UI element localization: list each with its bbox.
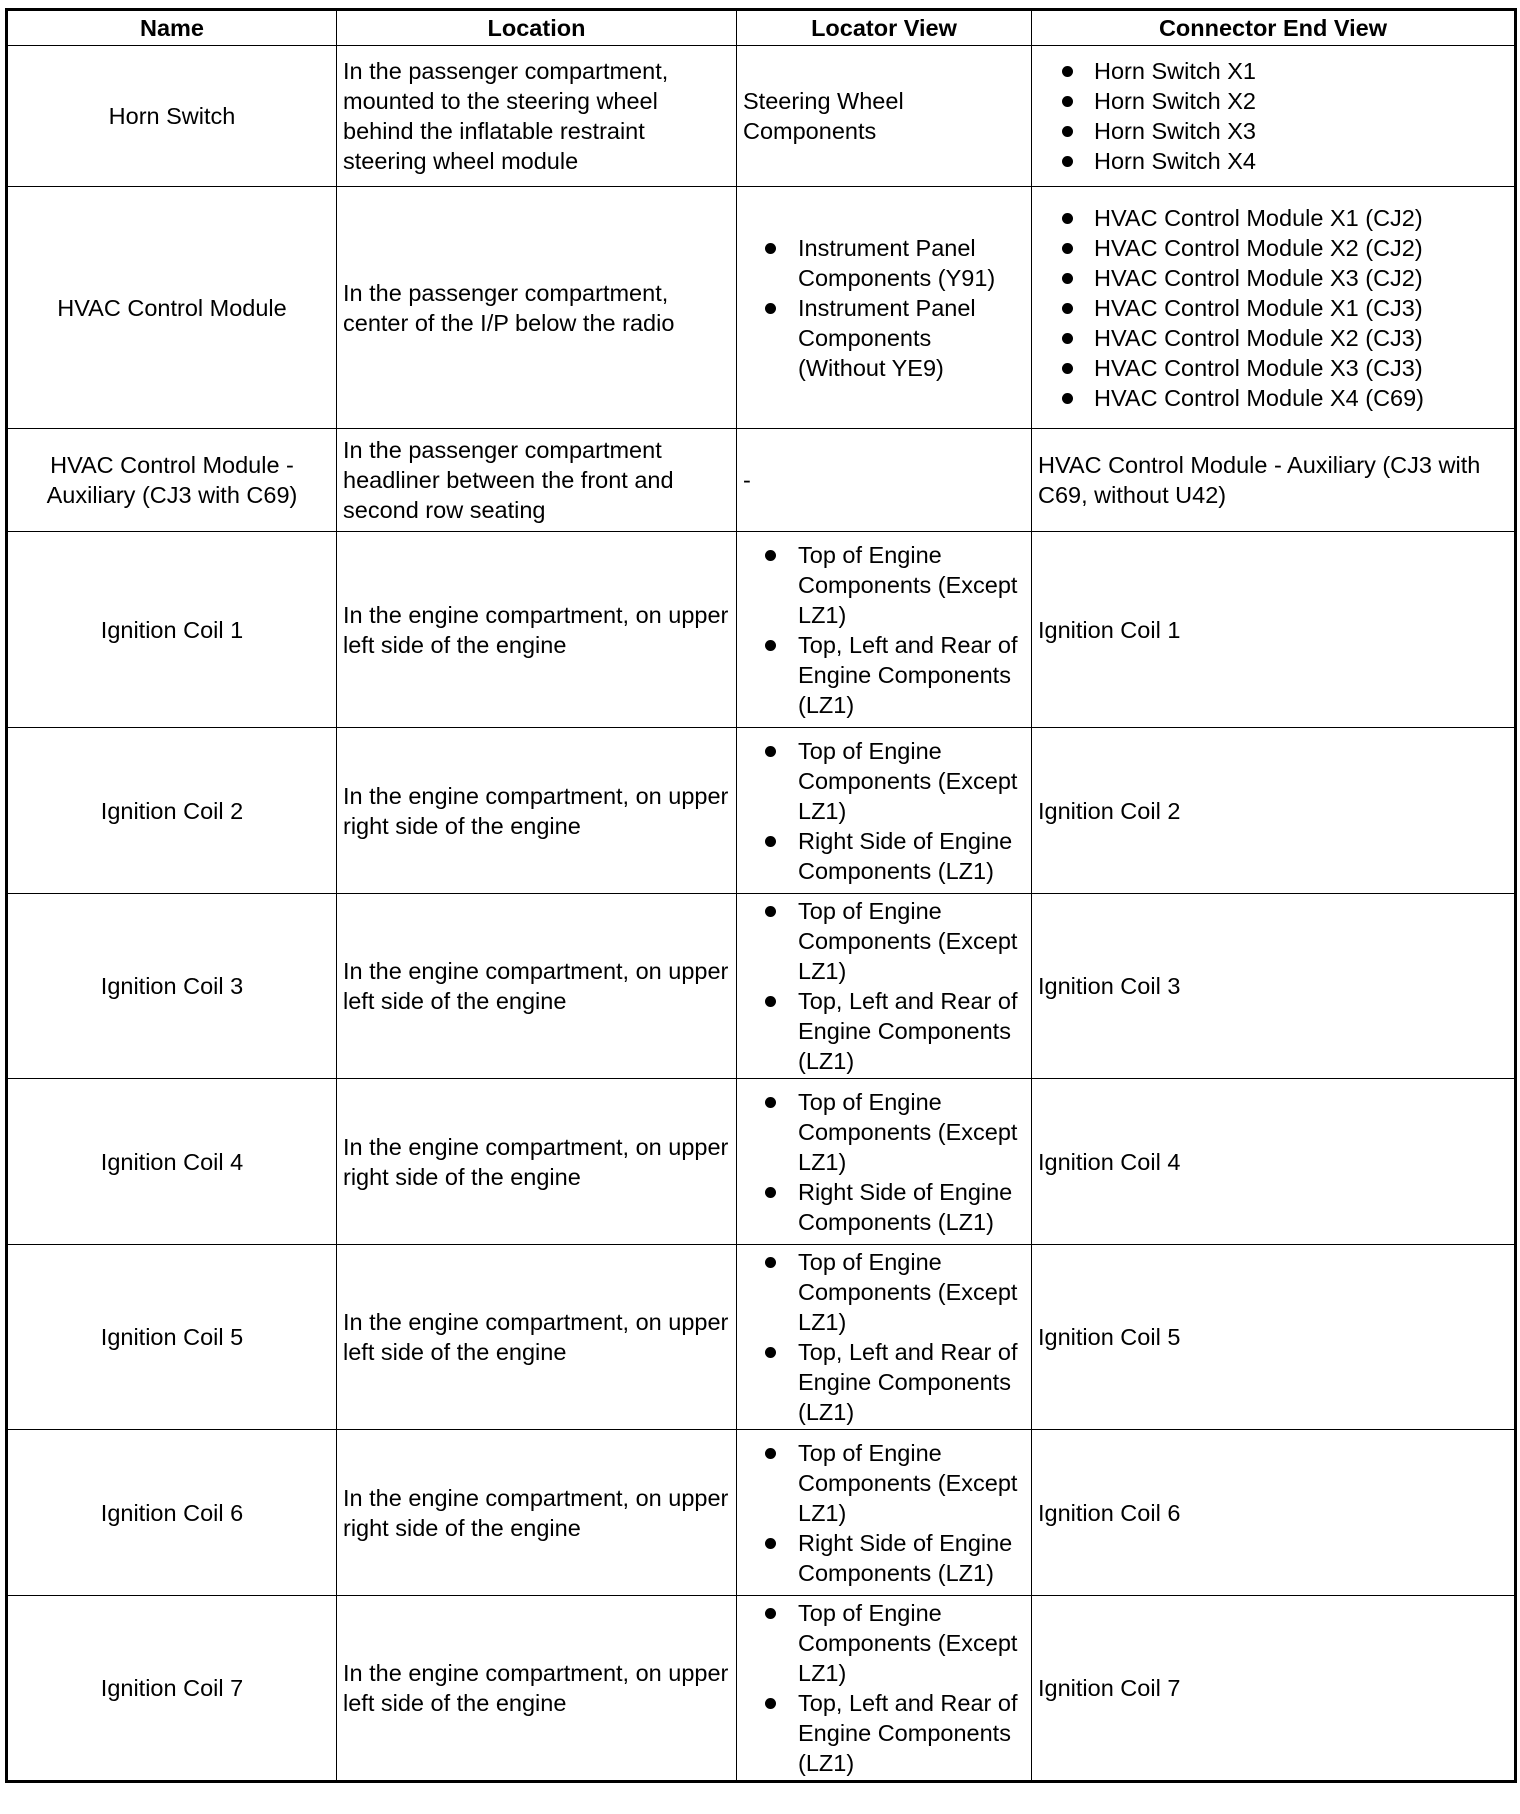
locator-view-list bbox=[743, 736, 1025, 886]
connector-end-view-list bbox=[1038, 203, 1508, 413]
component-location: In the engine compartment, on upper right side of the engine bbox=[337, 1430, 737, 1596]
locator-view-link[interactable]: Top of Engine Components (Except LZ1) bbox=[743, 736, 1025, 826]
connector-end-view-cell bbox=[1032, 1596, 1516, 1782]
table-row bbox=[7, 1596, 1516, 1782]
component-location: In the passenger compartment, mounted to the steering wheel behind the inflatable restraint steering wheel module bbox=[337, 46, 737, 187]
connector-end-view-link[interactable]: Ignition Coil 2 bbox=[1038, 797, 1181, 824]
locator-view-cell bbox=[737, 1596, 1032, 1782]
table-row bbox=[7, 728, 1516, 894]
locator-view-link[interactable]: Right Side of Engine Components (LZ1) bbox=[743, 1177, 1025, 1237]
locator-view-list bbox=[743, 540, 1025, 720]
locator-view-cell bbox=[737, 429, 1032, 532]
connector-end-view-link[interactable]: HVAC Control Module X1 (CJ3) bbox=[1038, 293, 1508, 323]
locator-view-cell bbox=[737, 894, 1032, 1079]
locator-view-list bbox=[743, 1598, 1025, 1778]
locator-view-list bbox=[743, 233, 1025, 383]
locator-view-link[interactable]: Instrument Panel Components (Y91) bbox=[743, 233, 1025, 293]
component-location: In the engine compartment, on upper right side of the engine bbox=[337, 1079, 737, 1245]
connector-end-view-link[interactable]: Ignition Coil 6 bbox=[1038, 1499, 1181, 1526]
connector-end-view-link[interactable]: HVAC Control Module X1 (CJ2) bbox=[1038, 203, 1508, 233]
connector-end-view-link[interactable]: Horn Switch X3 bbox=[1038, 116, 1508, 146]
table-row bbox=[7, 1430, 1516, 1596]
table-row bbox=[7, 46, 1516, 187]
connector-end-view-link[interactable]: HVAC Control Module X3 (CJ3) bbox=[1038, 353, 1508, 383]
connector-end-view-link[interactable]: Ignition Coil 1 bbox=[1038, 616, 1181, 643]
component-name: Ignition Coil 4 bbox=[7, 1079, 337, 1245]
component-name: Ignition Coil 1 bbox=[7, 532, 337, 728]
locator-view-cell bbox=[737, 728, 1032, 894]
table-row bbox=[7, 187, 1516, 429]
connector-end-view-link[interactable]: HVAC Control Module X2 (CJ2) bbox=[1038, 233, 1508, 263]
connector-end-view-cell bbox=[1032, 429, 1516, 532]
locator-view-link[interactable]: Top, Left and Rear of Engine Components (LZ1) bbox=[743, 630, 1025, 720]
connector-end-view-cell bbox=[1032, 1079, 1516, 1245]
component-name: Ignition Coil 2 bbox=[7, 728, 337, 894]
locator-view-text[interactable]: Steering Wheel Components bbox=[743, 88, 904, 144]
connector-end-view-cell bbox=[1032, 1245, 1516, 1430]
connector-end-view-link[interactable]: Horn Switch X4 bbox=[1038, 146, 1508, 176]
locator-view-link[interactable]: Top, Left and Rear of Engine Components (LZ1) bbox=[743, 1337, 1025, 1427]
locator-view-link[interactable]: Top of Engine Components (Except LZ1) bbox=[743, 896, 1025, 986]
component-locator-table bbox=[5, 8, 1517, 1783]
connector-end-view-link[interactable]: HVAC Control Module - Auxiliary (CJ3 with C69, without U42) bbox=[1038, 452, 1481, 508]
table-row bbox=[7, 532, 1516, 728]
locator-view-link[interactable]: Top, Left and Rear of Engine Components (LZ1) bbox=[743, 1688, 1025, 1778]
header-locator-view: Locator View bbox=[737, 10, 1032, 46]
header-name: Name bbox=[7, 10, 337, 46]
component-location: In the passenger compartment headliner between the front and second row seating bbox=[337, 429, 737, 532]
component-name: HVAC Control Module - Auxiliary (CJ3 with C69) bbox=[7, 429, 337, 532]
component-name: Ignition Coil 5 bbox=[7, 1245, 337, 1430]
locator-view-cell bbox=[737, 1430, 1032, 1596]
locator-view-link[interactable]: Top of Engine Components (Except LZ1) bbox=[743, 1598, 1025, 1688]
locator-view-link[interactable]: Instrument Panel Components (Without YE9) bbox=[743, 293, 1025, 383]
connector-end-view-cell bbox=[1032, 187, 1516, 429]
connector-end-view-cell bbox=[1032, 894, 1516, 1079]
component-name: Ignition Coil 6 bbox=[7, 1430, 337, 1596]
locator-view-link[interactable]: Right Side of Engine Components (LZ1) bbox=[743, 1528, 1025, 1588]
locator-view-link[interactable]: Top of Engine Components (Except LZ1) bbox=[743, 1438, 1025, 1528]
connector-end-view-list bbox=[1038, 56, 1508, 176]
component-location: In the engine compartment, on upper left side of the engine bbox=[337, 1245, 737, 1430]
table-row bbox=[7, 1245, 1516, 1430]
connector-end-view-link[interactable]: Ignition Coil 7 bbox=[1038, 1675, 1181, 1701]
locator-view-cell bbox=[737, 532, 1032, 728]
component-name: Ignition Coil 3 bbox=[7, 894, 337, 1079]
connector-end-view-cell bbox=[1032, 46, 1516, 187]
connector-end-view-cell bbox=[1032, 532, 1516, 728]
component-location: In the engine compartment, on upper left side of the engine bbox=[337, 894, 737, 1079]
locator-view-list bbox=[743, 1087, 1025, 1237]
locator-view-list bbox=[743, 896, 1025, 1076]
connector-end-view-link[interactable]: Ignition Coil 3 bbox=[1038, 973, 1181, 999]
connector-end-view-link[interactable]: Ignition Coil 4 bbox=[1038, 1148, 1181, 1175]
component-name: Horn Switch bbox=[7, 46, 337, 187]
locator-view-link[interactable]: Right Side of Engine Components (LZ1) bbox=[743, 826, 1025, 886]
component-location: In the engine compartment, on upper right side of the engine bbox=[337, 728, 737, 894]
table-row bbox=[7, 1079, 1516, 1245]
locator-view-link[interactable]: Top of Engine Components (Except LZ1) bbox=[743, 1247, 1025, 1337]
component-name: HVAC Control Module bbox=[7, 187, 337, 429]
connector-end-view-link[interactable]: Horn Switch X2 bbox=[1038, 86, 1508, 116]
locator-view-list bbox=[743, 1247, 1025, 1427]
table-row bbox=[7, 894, 1516, 1079]
locator-view-list bbox=[743, 1438, 1025, 1588]
locator-view-link[interactable]: Top of Engine Components (Except LZ1) bbox=[743, 540, 1025, 630]
header-row bbox=[7, 10, 1516, 46]
locator-view-cell bbox=[737, 46, 1032, 187]
connector-end-view-link[interactable]: HVAC Control Module X4 (C69) bbox=[1038, 383, 1508, 413]
locator-view-cell bbox=[737, 1245, 1032, 1430]
locator-view-link[interactable]: Top, Left and Rear of Engine Components (LZ1) bbox=[743, 986, 1025, 1076]
component-name: Ignition Coil 7 bbox=[7, 1596, 337, 1782]
connector-end-view-cell bbox=[1032, 1430, 1516, 1596]
component-location: In the engine compartment, on upper left side of the engine bbox=[337, 532, 737, 728]
locator-view-link[interactable]: Top of Engine Components (Except LZ1) bbox=[743, 1087, 1025, 1177]
header-location: Location bbox=[337, 10, 737, 46]
connector-end-view-cell bbox=[1032, 728, 1516, 894]
component-location: In the engine compartment, on upper left side of the engine bbox=[337, 1596, 737, 1782]
table-row bbox=[7, 429, 1516, 532]
connector-end-view-link[interactable]: Horn Switch X1 bbox=[1038, 56, 1508, 86]
header-connector-end-view: Connector End View bbox=[1032, 10, 1516, 46]
component-location: In the passenger compartment, center of the I/P below the radio bbox=[337, 187, 737, 429]
locator-view-text: - bbox=[743, 467, 751, 493]
locator-view-cell bbox=[737, 187, 1032, 429]
locator-view-cell bbox=[737, 1079, 1032, 1245]
connector-end-view-link[interactable]: HVAC Control Module X2 (CJ3) bbox=[1038, 323, 1508, 353]
connector-end-view-link[interactable]: HVAC Control Module X3 (CJ2) bbox=[1038, 263, 1508, 293]
connector-end-view-link[interactable]: Ignition Coil 5 bbox=[1038, 1324, 1181, 1350]
